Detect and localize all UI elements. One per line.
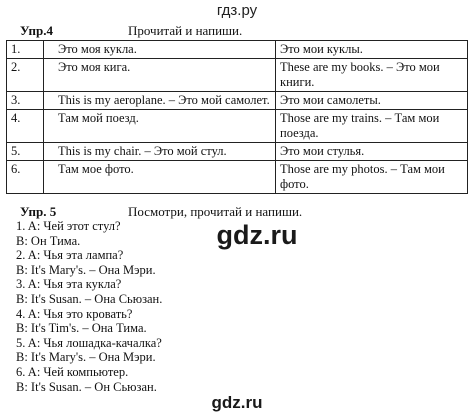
table-row (7, 59, 468, 92)
exercise-4-instruction: Прочитай и напиши. (128, 23, 243, 38)
dialog-line: B: Он Тима. (16, 233, 81, 248)
singular-cell: Это моя кукла. (44, 41, 276, 59)
dialog-line: 3. A: Чья эта кукла? (16, 277, 122, 292)
row-number: 4. (7, 110, 44, 143)
exercise-5-title: Упр. 5 (20, 204, 57, 219)
singular-cell: Это моя кига. (44, 59, 276, 92)
dialog-line: 6. A: Чей компьютер. (16, 364, 129, 379)
table-row (7, 161, 468, 194)
exercise-4-title: Упр.4 (20, 23, 53, 38)
table-row (7, 143, 468, 161)
singular-cell: Там мой поезд. (44, 110, 276, 143)
dialog-line: B: It's Tim's. – Она Тима. (16, 321, 147, 336)
table-row (7, 110, 468, 143)
row-number: 2. (7, 59, 44, 92)
dialog-line: B: It's Susan. – Он Сьюзан. (16, 379, 157, 394)
plural-cell: Это мои самолеты. (276, 92, 468, 110)
plural-cell: These are my books. – Это мои книги. (276, 59, 468, 92)
site-header: гдз.ру (216, 2, 258, 19)
dialog-line: B: It's Mary's. – Она Мэри. (16, 350, 156, 365)
dialog-line: 2. A: Чья эта лампа? (16, 248, 124, 263)
exercise-4-table (6, 40, 468, 194)
dialog-line: B: It's Mary's. – Она Мэри. (16, 262, 156, 277)
watermark-bottom: gdz.ru (211, 393, 263, 412)
row-number: 3. (7, 92, 44, 110)
table-row (7, 92, 468, 110)
row-number: 6. (7, 161, 44, 194)
exercise-5-instruction: Посмотри, прочитай и напиши. (128, 204, 303, 219)
plural-cell: Those are my trains. – Там мои поезда. (276, 110, 468, 143)
dialog-line: 1. A: Чей этот стул? (16, 219, 121, 233)
plural-cell: Это мои стулья. (276, 143, 468, 161)
row-number: 5. (7, 143, 44, 161)
plural-cell: Это мои куклы. (276, 41, 468, 59)
watermark-center: gdz.ru (216, 220, 298, 250)
singular-cell: This is my chair. – Это мой стул. (44, 143, 276, 161)
dialog-line: 5. A: Чья лошадка-качалка? (16, 335, 162, 350)
table-row (7, 41, 468, 59)
singular-cell: Там мое фото. (44, 161, 276, 194)
dialog-line: 4. A: Чья это кровать? (16, 306, 133, 321)
dialog-line: B: It's Susan. – Она Сьюзан. (16, 291, 163, 306)
plural-cell: Those are my photos. – Там мои фото. (276, 161, 468, 194)
row-number: 1. (7, 41, 44, 59)
singular-cell: This is my aeroplane. – Это мой самолет. (44, 92, 276, 110)
